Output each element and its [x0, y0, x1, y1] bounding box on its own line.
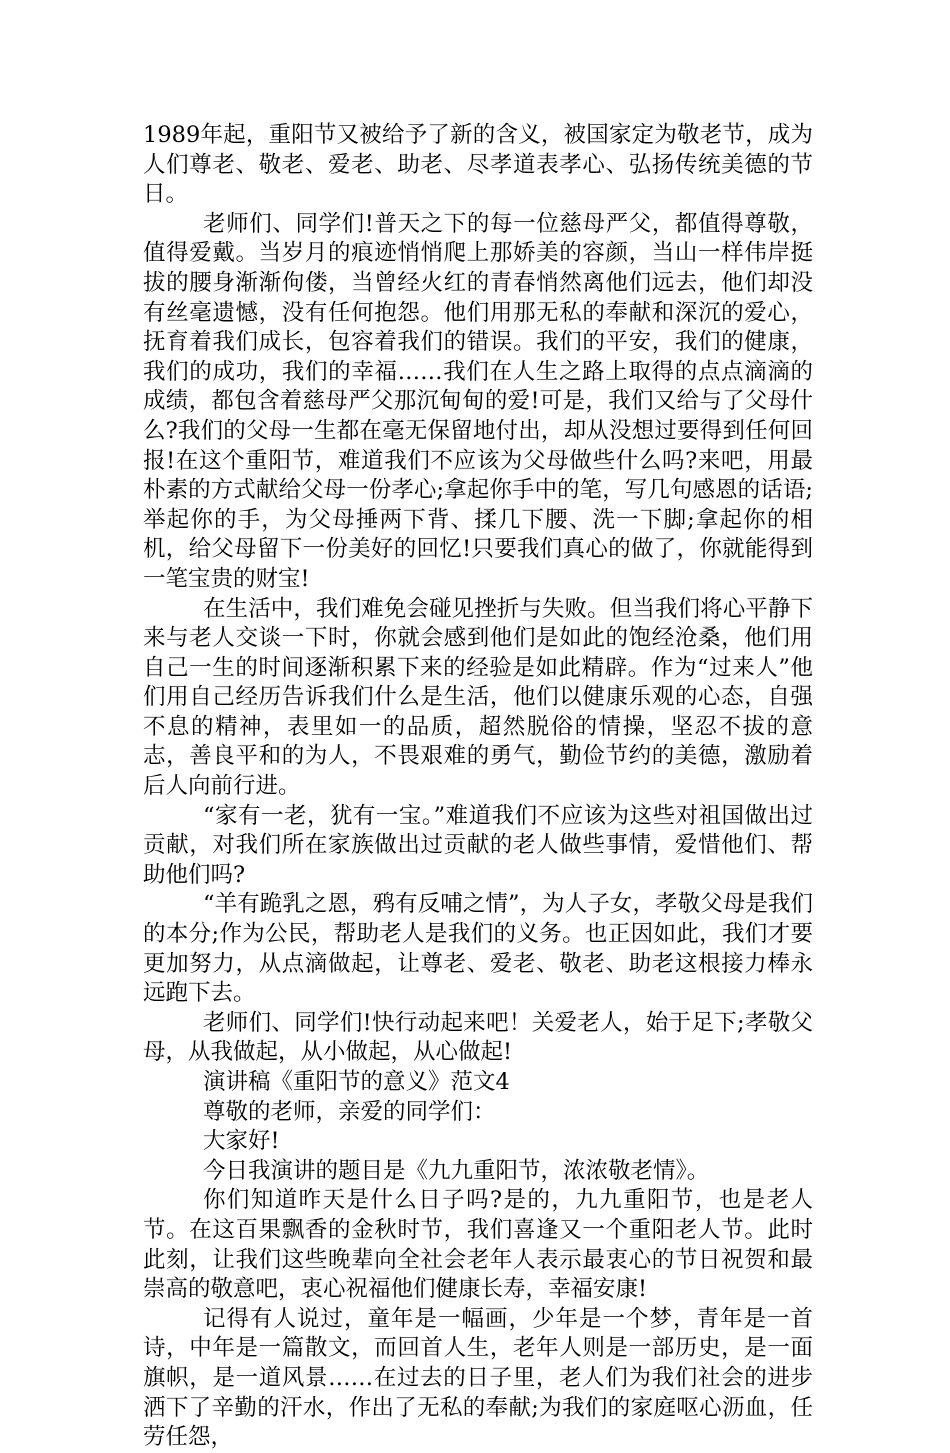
greeting: 大家好!: [203, 1128, 280, 1155]
paragraph-2: 老师们、同学们!普天之下的每一位慈母严父，都值得尊敬，值得爱戴。当岁月的痕迹悄悄爬上那娇美的容颜，当山一样伟岸挺拔的腰身渐渐佝偻，当曾经火红的青春悄然离他们远去，他们却没有丝毫遗憾，没有任何抱怨。他们用那无私的奉献和深沉的爱心，抚育着我们成长，包容着我们的错误。我们的平安，我们的健康，我们的成功，我们的幸福……我们在人生之路上取得的点点滴滴的成绩，都包含着慈母严父那沉甸甸的爱!可是，我们又给与了父母什么?我们的父母一生都在毫无保留地付出，却从没想过要得到任何回报!在这个重阳节，难道我们不应该为父母做些什么吗?来吧，用最朴素的方式献给父母一份孝心;拿起你手中的笔，写几句感恩的话语;举起你的手，为父母捶两下背、揉几下腰、洗一下脚;拿起你的相机，给父母留下一份美好的回忆!只要我们真心的做了，你就能得到一笔宝贵的财宝!: [143, 210, 813, 592]
document-page: [143, 121, 813, 1453]
paragraph-1: 1989年起，重阳节又被给予了新的含义，被国家定为敬老节，成为人们尊老、敬老、爱老、助老、尽孝道表孝心、弘扬传统美德的节日。: [143, 122, 813, 208]
paragraph-8: 记得有人说过，童年是一幅画，少年是一个梦，青年是一首诗，中年是一篇散文，而回首人生，老年人则是一部历史，是一面旗帜，是一道风景……在过去的日子里，老人们为我们社会的进步洒下了辛勤的汗水，作出了无私的奉献;为我们的家庭呕心沥血，任劳任怨，: [143, 1305, 813, 1451]
paragraph-4: “家有一老，犹有一宝。”难道我们不应该为这些对祖国做出过贡献，对我们所在家族做出过贡献的老人做些事情，爱惜他们、帮助他们吗?: [143, 802, 813, 888]
speech-topic: 今日我演讲的题目是《九九重阳节，浓浓敬老情》。: [203, 1157, 710, 1184]
paragraph-3: 在生活中，我们难免会碰见挫折与失败。但当我们将心平静下来与老人交谈一下时，你就会感到他们是如此的饱经沧桑，他们用自己一生的时间逐渐积累下来的经验是如此精辟。作为“过来人”他们用自己经历告诉我们什么是生活，他们以健康乐观的心态，自强不息的精神，表里如一的品质，超然脱俗的情操，坚忍不拔的意志，善良平和的为人，不畏艰难的勇气，勤俭节约的美德，激励着后人向前行进。: [143, 595, 813, 800]
paragraph-7: 你们知道昨天是什么日子吗?是的，九九重阳节，也是老人节。在这百果飘香的金秋时节，我们喜逢又一个重阳老人节。此时此刻，让我们这些晚辈向全社会老年人表示最衷心的节日祝贺和最崇高的敬意吧，衷心祝福他们健康长寿，幸福安康!: [143, 1187, 813, 1303]
paragraph-5: “羊有跪乳之恩，鸦有反哺之情”，为人子女，孝敬父母是我们的本分;作为公民，帮助老人是我们的义务。也正因如此，我们才要更加努力，从点滴做起，让尊老、爱老、敬老、助老这根接力棒永远跑下去。: [143, 891, 813, 1007]
salutation: 尊敬的老师，亲爱的同学们：: [203, 1098, 496, 1125]
paragraph-6: 老师们、同学们!快行动起来吧！关爱老人，始于足下;孝敬父母，从我做起，从小做起，从心做起!: [143, 1009, 813, 1066]
section-heading: 演讲稿《重阳节的意义》范文4: [203, 1069, 510, 1095]
